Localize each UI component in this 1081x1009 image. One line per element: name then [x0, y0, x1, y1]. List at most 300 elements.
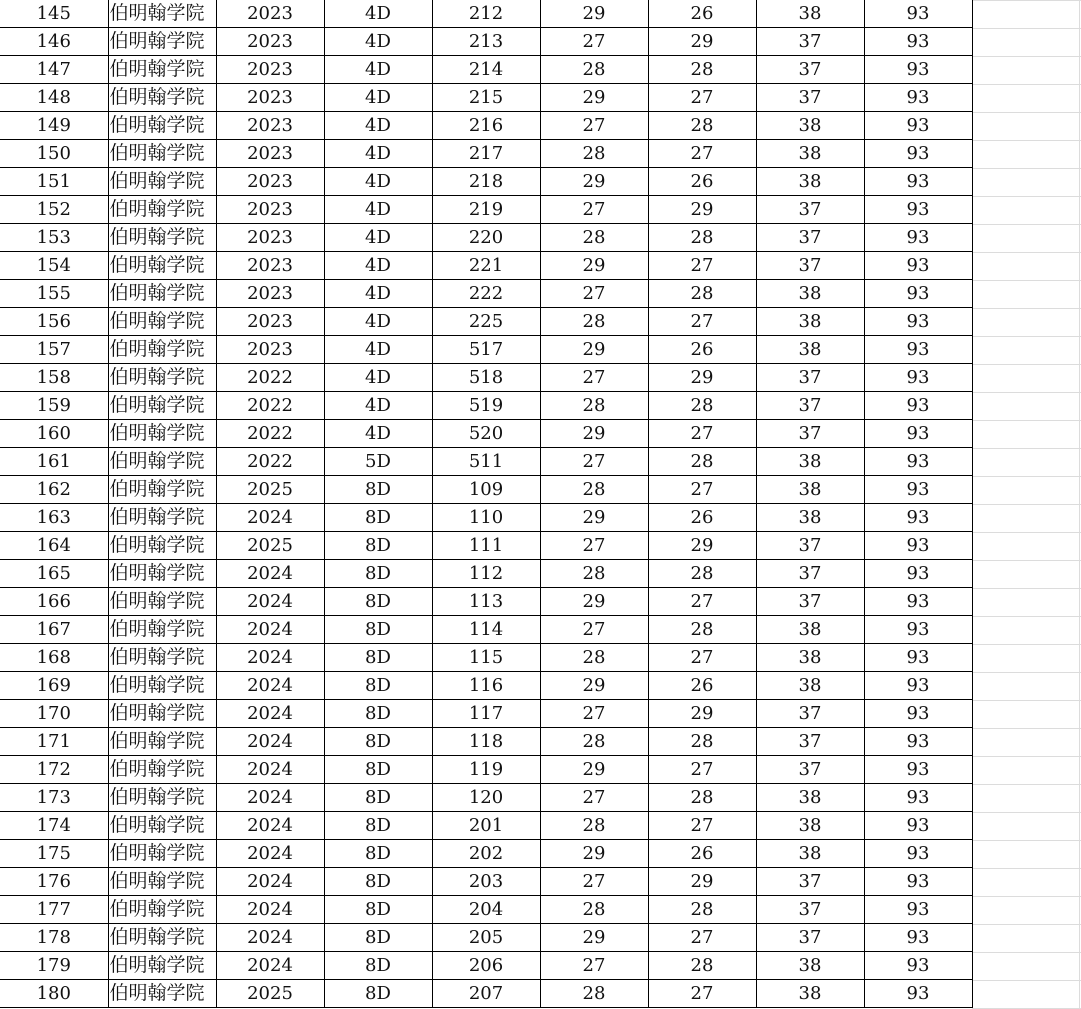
cell-score-b[interactable]: 29 [648, 868, 756, 896]
cell-row-number[interactable]: 152 [0, 196, 108, 224]
cell-year[interactable]: 2024 [216, 616, 324, 644]
cell-code[interactable]: 202 [432, 840, 540, 868]
cell-total[interactable]: 93 [864, 168, 972, 196]
cell-score-b[interactable]: 29 [648, 364, 756, 392]
cell-grade[interactable]: 4D [324, 112, 432, 140]
cell-row-number[interactable]: 180 [0, 980, 108, 1008]
cell-row-number[interactable]: 168 [0, 644, 108, 672]
cell-score-a[interactable]: 28 [540, 56, 648, 84]
cell-score-c[interactable]: 38 [756, 980, 864, 1008]
cell-score-b[interactable]: 28 [648, 280, 756, 308]
cell-score-a[interactable]: 29 [540, 588, 648, 616]
cell-code[interactable]: 117 [432, 700, 540, 728]
cell-total[interactable]: 93 [864, 476, 972, 504]
cell-year[interactable]: 2023 [216, 308, 324, 336]
cell-total[interactable]: 93 [864, 728, 972, 756]
cell-school-name[interactable]: 伯明翰学院 [108, 308, 216, 336]
cell-code[interactable]: 115 [432, 644, 540, 672]
cell-school-name[interactable]: 伯明翰学院 [108, 196, 216, 224]
cell-school-name[interactable]: 伯明翰学院 [108, 168, 216, 196]
cell-row-number[interactable]: 158 [0, 364, 108, 392]
cell-row-number[interactable]: 167 [0, 616, 108, 644]
cell-grade[interactable]: 8D [324, 588, 432, 616]
cell-year[interactable]: 2023 [216, 280, 324, 308]
cell-score-a[interactable]: 27 [540, 280, 648, 308]
cell-school-name[interactable]: 伯明翰学院 [108, 280, 216, 308]
cell-total[interactable]: 93 [864, 784, 972, 812]
cell-year[interactable]: 2023 [216, 84, 324, 112]
cell-total[interactable]: 93 [864, 812, 972, 840]
cell-total[interactable]: 93 [864, 196, 972, 224]
cell-code[interactable]: 204 [432, 896, 540, 924]
cell-row-number[interactable]: 176 [0, 868, 108, 896]
cell-score-c[interactable]: 38 [756, 140, 864, 168]
cell-score-c[interactable]: 38 [756, 336, 864, 364]
cell-grade[interactable]: 4D [324, 168, 432, 196]
cell-year[interactable]: 2024 [216, 644, 324, 672]
cell-grade[interactable]: 4D [324, 364, 432, 392]
cell-score-a[interactable]: 28 [540, 896, 648, 924]
cell-row-number[interactable]: 178 [0, 924, 108, 952]
cell-grade[interactable]: 8D [324, 560, 432, 588]
cell-row-number[interactable]: 159 [0, 392, 108, 420]
cell-total[interactable]: 93 [864, 588, 972, 616]
cell-school-name[interactable]: 伯明翰学院 [108, 644, 216, 672]
cell-score-c[interactable]: 37 [756, 868, 864, 896]
cell-score-a[interactable]: 27 [540, 364, 648, 392]
cell-school-name[interactable]: 伯明翰学院 [108, 28, 216, 56]
cell-score-a[interactable]: 28 [540, 476, 648, 504]
cell-school-name[interactable]: 伯明翰学院 [108, 616, 216, 644]
cell-total[interactable]: 93 [864, 952, 972, 980]
cell-score-c[interactable]: 37 [756, 196, 864, 224]
cell-grade[interactable]: 4D [324, 224, 432, 252]
cell-row-number[interactable]: 146 [0, 28, 108, 56]
cell-score-c[interactable]: 38 [756, 812, 864, 840]
cell-year[interactable]: 2022 [216, 392, 324, 420]
cell-total[interactable]: 93 [864, 252, 972, 280]
cell-year[interactable]: 2024 [216, 672, 324, 700]
cell-grade[interactable]: 4D [324, 140, 432, 168]
cell-score-c[interactable]: 37 [756, 588, 864, 616]
cell-total[interactable]: 93 [864, 28, 972, 56]
cell-score-b[interactable]: 26 [648, 840, 756, 868]
cell-school-name[interactable]: 伯明翰学院 [108, 0, 216, 28]
cell-school-name[interactable]: 伯明翰学院 [108, 84, 216, 112]
cell-score-a[interactable]: 29 [540, 420, 648, 448]
cell-grade[interactable]: 4D [324, 420, 432, 448]
cell-total[interactable]: 93 [864, 140, 972, 168]
cell-score-a[interactable]: 29 [540, 504, 648, 532]
cell-score-a[interactable]: 28 [540, 560, 648, 588]
cell-year[interactable]: 2023 [216, 140, 324, 168]
cell-row-number[interactable]: 151 [0, 168, 108, 196]
cell-total[interactable]: 93 [864, 112, 972, 140]
cell-school-name[interactable]: 伯明翰学院 [108, 420, 216, 448]
cell-school-name[interactable]: 伯明翰学院 [108, 532, 216, 560]
cell-year[interactable]: 2024 [216, 784, 324, 812]
cell-code[interactable]: 511 [432, 448, 540, 476]
cell-score-b[interactable]: 28 [648, 560, 756, 588]
cell-year[interactable]: 2023 [216, 0, 324, 28]
cell-row-number[interactable]: 149 [0, 112, 108, 140]
cell-total[interactable]: 93 [864, 448, 972, 476]
cell-score-c[interactable]: 38 [756, 952, 864, 980]
cell-code[interactable]: 113 [432, 588, 540, 616]
cell-score-b[interactable]: 27 [648, 308, 756, 336]
cell-row-number[interactable]: 163 [0, 504, 108, 532]
cell-score-c[interactable]: 38 [756, 448, 864, 476]
cell-code[interactable]: 109 [432, 476, 540, 504]
cell-score-b[interactable]: 26 [648, 504, 756, 532]
cell-score-b[interactable]: 27 [648, 812, 756, 840]
cell-score-c[interactable]: 38 [756, 308, 864, 336]
cell-grade[interactable]: 8D [324, 840, 432, 868]
cell-year[interactable]: 2024 [216, 868, 324, 896]
cell-score-a[interactable]: 29 [540, 672, 648, 700]
cell-score-b[interactable]: 27 [648, 924, 756, 952]
cell-score-a[interactable]: 27 [540, 868, 648, 896]
cell-score-a[interactable]: 29 [540, 84, 648, 112]
cell-row-number[interactable]: 154 [0, 252, 108, 280]
cell-score-a[interactable]: 27 [540, 616, 648, 644]
cell-row-number[interactable]: 157 [0, 336, 108, 364]
cell-total[interactable]: 93 [864, 868, 972, 896]
cell-row-number[interactable]: 147 [0, 56, 108, 84]
cell-row-number[interactable]: 172 [0, 756, 108, 784]
cell-score-c[interactable]: 37 [756, 924, 864, 952]
cell-total[interactable]: 93 [864, 0, 972, 28]
cell-score-a[interactable]: 29 [540, 756, 648, 784]
cell-year[interactable]: 2024 [216, 756, 324, 784]
cell-grade[interactable]: 8D [324, 504, 432, 532]
cell-school-name[interactable]: 伯明翰学院 [108, 448, 216, 476]
cell-row-number[interactable]: 145 [0, 0, 108, 28]
cell-row-number[interactable]: 165 [0, 560, 108, 588]
cell-grade[interactable]: 4D [324, 252, 432, 280]
cell-grade[interactable]: 8D [324, 924, 432, 952]
cell-year[interactable]: 2022 [216, 448, 324, 476]
cell-score-c[interactable]: 38 [756, 504, 864, 532]
cell-year[interactable]: 2023 [216, 28, 324, 56]
cell-total[interactable]: 93 [864, 896, 972, 924]
cell-grade[interactable]: 5D [324, 448, 432, 476]
cell-score-b[interactable]: 28 [648, 392, 756, 420]
cell-score-a[interactable]: 29 [540, 168, 648, 196]
cell-code[interactable]: 213 [432, 28, 540, 56]
cell-total[interactable]: 93 [864, 672, 972, 700]
cell-total[interactable]: 93 [864, 980, 972, 1008]
cell-score-a[interactable]: 27 [540, 448, 648, 476]
cell-school-name[interactable]: 伯明翰学院 [108, 784, 216, 812]
cell-score-a[interactable]: 27 [540, 784, 648, 812]
cell-code[interactable]: 221 [432, 252, 540, 280]
cell-row-number[interactable]: 173 [0, 784, 108, 812]
cell-score-c[interactable]: 38 [756, 644, 864, 672]
cell-score-b[interactable]: 27 [648, 420, 756, 448]
cell-year[interactable]: 2023 [216, 112, 324, 140]
cell-code[interactable]: 216 [432, 112, 540, 140]
cell-score-c[interactable]: 37 [756, 756, 864, 784]
cell-score-a[interactable]: 27 [540, 112, 648, 140]
cell-score-b[interactable]: 29 [648, 28, 756, 56]
cell-row-number[interactable]: 179 [0, 952, 108, 980]
cell-row-number[interactable]: 177 [0, 896, 108, 924]
cell-year[interactable]: 2024 [216, 896, 324, 924]
cell-score-b[interactable]: 28 [648, 448, 756, 476]
cell-score-c[interactable]: 38 [756, 168, 864, 196]
cell-score-a[interactable]: 29 [540, 336, 648, 364]
cell-year[interactable]: 2023 [216, 196, 324, 224]
cell-score-a[interactable]: 29 [540, 252, 648, 280]
cell-year[interactable]: 2024 [216, 700, 324, 728]
cell-score-b[interactable]: 27 [648, 980, 756, 1008]
cell-score-c[interactable]: 37 [756, 896, 864, 924]
cell-school-name[interactable]: 伯明翰学院 [108, 224, 216, 252]
cell-total[interactable]: 93 [864, 308, 972, 336]
cell-code[interactable]: 119 [432, 756, 540, 784]
cell-score-a[interactable]: 28 [540, 392, 648, 420]
cell-code[interactable]: 205 [432, 924, 540, 952]
cell-code[interactable]: 219 [432, 196, 540, 224]
cell-code[interactable]: 218 [432, 168, 540, 196]
cell-grade[interactable]: 8D [324, 644, 432, 672]
cell-total[interactable]: 93 [864, 532, 972, 560]
cell-row-number[interactable]: 164 [0, 532, 108, 560]
cell-year[interactable]: 2024 [216, 812, 324, 840]
cell-score-b[interactable]: 28 [648, 728, 756, 756]
cell-school-name[interactable]: 伯明翰学院 [108, 252, 216, 280]
cell-row-number[interactable]: 162 [0, 476, 108, 504]
cell-score-a[interactable]: 27 [540, 28, 648, 56]
cell-total[interactable]: 93 [864, 392, 972, 420]
cell-score-c[interactable]: 37 [756, 84, 864, 112]
cell-grade[interactable]: 8D [324, 784, 432, 812]
cell-grade[interactable]: 4D [324, 28, 432, 56]
cell-code[interactable]: 203 [432, 868, 540, 896]
cell-score-a[interactable]: 28 [540, 308, 648, 336]
cell-score-b[interactable]: 29 [648, 700, 756, 728]
cell-score-b[interactable]: 28 [648, 616, 756, 644]
cell-grade[interactable]: 8D [324, 812, 432, 840]
cell-row-number[interactable]: 171 [0, 728, 108, 756]
cell-year[interactable]: 2025 [216, 532, 324, 560]
cell-grade[interactable]: 8D [324, 980, 432, 1008]
cell-school-name[interactable]: 伯明翰学院 [108, 672, 216, 700]
cell-school-name[interactable]: 伯明翰学院 [108, 924, 216, 952]
cell-school-name[interactable]: 伯明翰学院 [108, 700, 216, 728]
cell-grade[interactable]: 8D [324, 952, 432, 980]
cell-school-name[interactable]: 伯明翰学院 [108, 392, 216, 420]
cell-score-c[interactable]: 38 [756, 840, 864, 868]
cell-row-number[interactable]: 155 [0, 280, 108, 308]
cell-year[interactable]: 2023 [216, 336, 324, 364]
cell-school-name[interactable]: 伯明翰学院 [108, 588, 216, 616]
cell-total[interactable]: 93 [864, 364, 972, 392]
cell-row-number[interactable]: 175 [0, 840, 108, 868]
cell-score-b[interactable]: 27 [648, 756, 756, 784]
cell-school-name[interactable]: 伯明翰学院 [108, 728, 216, 756]
cell-school-name[interactable]: 伯明翰学院 [108, 504, 216, 532]
cell-year[interactable]: 2022 [216, 420, 324, 448]
cell-score-a[interactable]: 27 [540, 196, 648, 224]
cell-score-a[interactable]: 27 [540, 700, 648, 728]
cell-school-name[interactable]: 伯明翰学院 [108, 364, 216, 392]
cell-total[interactable]: 93 [864, 756, 972, 784]
cell-code[interactable]: 217 [432, 140, 540, 168]
cell-row-number[interactable]: 161 [0, 448, 108, 476]
cell-total[interactable]: 93 [864, 644, 972, 672]
cell-grade[interactable]: 8D [324, 532, 432, 560]
cell-score-a[interactable]: 28 [540, 140, 648, 168]
cell-school-name[interactable]: 伯明翰学院 [108, 868, 216, 896]
cell-code[interactable]: 520 [432, 420, 540, 448]
cell-total[interactable]: 93 [864, 840, 972, 868]
cell-score-b[interactable]: 27 [648, 140, 756, 168]
cell-year[interactable]: 2023 [216, 224, 324, 252]
cell-code[interactable]: 222 [432, 280, 540, 308]
cell-code[interactable]: 214 [432, 56, 540, 84]
cell-score-b[interactable]: 27 [648, 252, 756, 280]
cell-grade[interactable]: 4D [324, 280, 432, 308]
cell-score-b[interactable]: 27 [648, 476, 756, 504]
cell-score-a[interactable]: 28 [540, 728, 648, 756]
cell-school-name[interactable]: 伯明翰学院 [108, 336, 216, 364]
cell-score-a[interactable]: 27 [540, 532, 648, 560]
cell-code[interactable]: 517 [432, 336, 540, 364]
cell-score-a[interactable]: 28 [540, 812, 648, 840]
cell-year[interactable]: 2023 [216, 56, 324, 84]
cell-score-b[interactable]: 27 [648, 84, 756, 112]
cell-score-c[interactable]: 38 [756, 280, 864, 308]
cell-school-name[interactable]: 伯明翰学院 [108, 896, 216, 924]
cell-row-number[interactable]: 153 [0, 224, 108, 252]
cell-grade[interactable]: 4D [324, 308, 432, 336]
cell-grade[interactable]: 8D [324, 728, 432, 756]
cell-score-c[interactable]: 38 [756, 784, 864, 812]
cell-code[interactable]: 201 [432, 812, 540, 840]
cell-total[interactable]: 93 [864, 616, 972, 644]
cell-row-number[interactable]: 160 [0, 420, 108, 448]
cell-score-a[interactable]: 29 [540, 0, 648, 28]
cell-year[interactable]: 2024 [216, 504, 324, 532]
cell-score-c[interactable]: 38 [756, 672, 864, 700]
cell-year[interactable]: 2024 [216, 560, 324, 588]
cell-score-b[interactable]: 28 [648, 56, 756, 84]
cell-score-c[interactable]: 37 [756, 56, 864, 84]
cell-school-name[interactable]: 伯明翰学院 [108, 140, 216, 168]
cell-code[interactable]: 118 [432, 728, 540, 756]
cell-score-c[interactable]: 37 [756, 252, 864, 280]
cell-score-c[interactable]: 38 [756, 0, 864, 28]
cell-year[interactable]: 2024 [216, 952, 324, 980]
cell-total[interactable]: 93 [864, 336, 972, 364]
cell-code[interactable]: 110 [432, 504, 540, 532]
cell-total[interactable]: 93 [864, 84, 972, 112]
cell-year[interactable]: 2022 [216, 364, 324, 392]
cell-total[interactable]: 93 [864, 504, 972, 532]
cell-grade[interactable]: 4D [324, 56, 432, 84]
cell-year[interactable]: 2024 [216, 840, 324, 868]
cell-score-c[interactable]: 37 [756, 28, 864, 56]
cell-score-c[interactable]: 38 [756, 112, 864, 140]
cell-score-b[interactable]: 26 [648, 0, 756, 28]
cell-score-c[interactable]: 38 [756, 476, 864, 504]
cell-grade[interactable]: 8D [324, 476, 432, 504]
cell-row-number[interactable]: 148 [0, 84, 108, 112]
cell-score-a[interactable]: 27 [540, 952, 648, 980]
cell-score-b[interactable]: 29 [648, 532, 756, 560]
cell-school-name[interactable]: 伯明翰学院 [108, 812, 216, 840]
cell-total[interactable]: 93 [864, 924, 972, 952]
cell-code[interactable]: 220 [432, 224, 540, 252]
cell-code[interactable]: 212 [432, 0, 540, 28]
cell-grade[interactable]: 8D [324, 756, 432, 784]
cell-score-a[interactable]: 29 [540, 840, 648, 868]
cell-code[interactable]: 120 [432, 784, 540, 812]
cell-score-b[interactable]: 26 [648, 168, 756, 196]
cell-score-c[interactable]: 37 [756, 700, 864, 728]
cell-code[interactable]: 114 [432, 616, 540, 644]
cell-code[interactable]: 112 [432, 560, 540, 588]
cell-code[interactable]: 519 [432, 392, 540, 420]
cell-code[interactable]: 215 [432, 84, 540, 112]
cell-school-name[interactable]: 伯明翰学院 [108, 560, 216, 588]
cell-total[interactable]: 93 [864, 224, 972, 252]
cell-code[interactable]: 206 [432, 952, 540, 980]
cell-score-c[interactable]: 37 [756, 532, 864, 560]
cell-grade[interactable]: 4D [324, 196, 432, 224]
cell-grade[interactable]: 8D [324, 700, 432, 728]
cell-score-c[interactable]: 37 [756, 728, 864, 756]
cell-code[interactable]: 207 [432, 980, 540, 1008]
cell-score-b[interactable]: 27 [648, 644, 756, 672]
cell-total[interactable]: 93 [864, 280, 972, 308]
cell-score-c[interactable]: 37 [756, 392, 864, 420]
cell-score-c[interactable]: 37 [756, 560, 864, 588]
cell-grade[interactable]: 8D [324, 616, 432, 644]
cell-code[interactable]: 116 [432, 672, 540, 700]
cell-grade[interactable]: 8D [324, 868, 432, 896]
cell-school-name[interactable]: 伯明翰学院 [108, 112, 216, 140]
cell-row-number[interactable]: 169 [0, 672, 108, 700]
cell-school-name[interactable]: 伯明翰学院 [108, 840, 216, 868]
cell-row-number[interactable]: 170 [0, 700, 108, 728]
cell-year[interactable]: 2025 [216, 980, 324, 1008]
cell-grade[interactable]: 4D [324, 84, 432, 112]
cell-total[interactable]: 93 [864, 560, 972, 588]
cell-score-c[interactable]: 37 [756, 224, 864, 252]
cell-code[interactable]: 225 [432, 308, 540, 336]
cell-grade[interactable]: 4D [324, 0, 432, 28]
cell-grade[interactable]: 8D [324, 672, 432, 700]
cell-year[interactable]: 2023 [216, 252, 324, 280]
cell-score-a[interactable]: 28 [540, 980, 648, 1008]
cell-score-c[interactable]: 37 [756, 420, 864, 448]
cell-score-b[interactable]: 27 [648, 588, 756, 616]
cell-school-name[interactable]: 伯明翰学院 [108, 952, 216, 980]
cell-total[interactable]: 93 [864, 56, 972, 84]
cell-year[interactable]: 2024 [216, 924, 324, 952]
cell-score-b[interactable]: 26 [648, 672, 756, 700]
cell-school-name[interactable]: 伯明翰学院 [108, 980, 216, 1008]
cell-score-c[interactable]: 37 [756, 364, 864, 392]
cell-score-b[interactable]: 26 [648, 336, 756, 364]
cell-row-number[interactable]: 156 [0, 308, 108, 336]
cell-code[interactable]: 111 [432, 532, 540, 560]
cell-row-number[interactable]: 166 [0, 588, 108, 616]
cell-total[interactable]: 93 [864, 700, 972, 728]
